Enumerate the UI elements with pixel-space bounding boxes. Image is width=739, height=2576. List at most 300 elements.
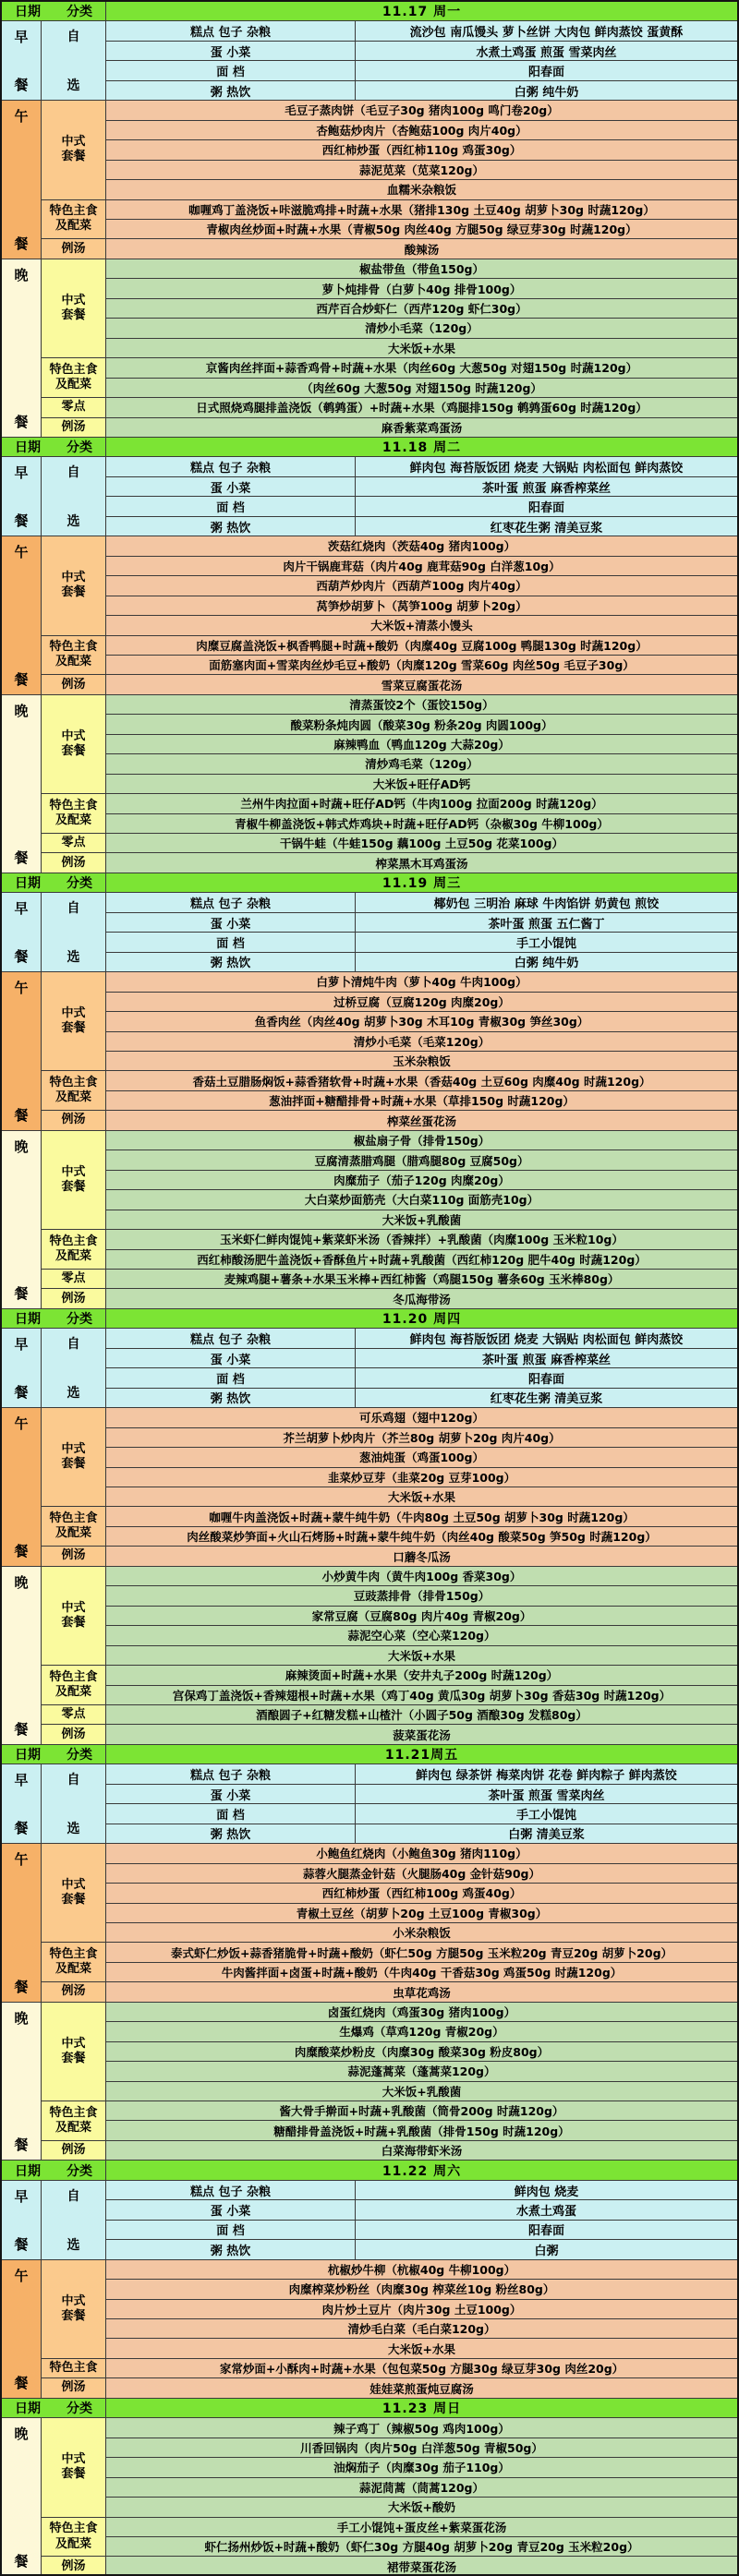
menu-item-cell: 酸菜粉条炖肉圆（酸菜30g 粉条20g 肉圆100g） (106, 715, 737, 734)
menu-item-cell: 大米饭+水果 (106, 339, 737, 358)
select-label-top: 自 (67, 1337, 80, 1353)
section-label-line: 例汤 (61, 1113, 86, 1127)
breakfast-row (106, 1349, 737, 1368)
section-label-cell (42, 1111, 106, 1130)
section-label-line: 套餐 (61, 1021, 86, 1036)
menu-section (42, 1289, 737, 1308)
section-label-line: 例汤 (61, 2380, 86, 2395)
section-label-line: 例汤 (61, 1984, 86, 1999)
breakfast-row (106, 61, 737, 80)
section-rows (106, 418, 737, 438)
menu-item-cell: 鱼香肉丝（肉丝40g 胡萝卜30g 木耳10g 青椒30g 笋丝30g） (106, 1012, 737, 1031)
select-label-bottom: 选 (67, 1386, 80, 1402)
menu-item-cell: 日式照烧鸡腿排盖浇饭（鹌鹑蛋）+时蔬+水果（鸡腿排150g 鹌鹑蛋60g 时蔬120g） (106, 398, 737, 417)
lunch-label-cell (2, 1844, 42, 2003)
section-rows (106, 1111, 737, 1130)
category-column-label: 分类 (67, 440, 92, 456)
breakfast-row (106, 2221, 737, 2240)
breakfast-category-cell: 面 档 (106, 1368, 356, 1388)
section-rows (106, 2003, 737, 2101)
meal-label-top: 早 (14, 900, 29, 918)
menu-item-cell: 毛豆子蒸肉饼（毛豆子30g 猪肉100g 鸣门卷20g） (106, 101, 737, 120)
section-label-line: 例汤 (61, 1548, 86, 1563)
breakfast-rows (106, 1764, 737, 1844)
menu-item-cell: 裙带菜蛋花汤 (106, 2557, 737, 2576)
lunch-block (2, 1408, 737, 1567)
section-label-cell (42, 101, 106, 199)
menu-section (42, 1705, 737, 1725)
section-label-cell (42, 1289, 106, 1308)
section-rows (106, 1131, 737, 1230)
breakfast-block (2, 457, 737, 536)
menu-section (42, 2003, 737, 2101)
select-label-top: 自 (67, 901, 80, 917)
breakfast-row (106, 497, 737, 516)
section-label-line: 套餐 (61, 1615, 86, 1630)
section-label-line: 零点 (61, 400, 86, 415)
meal-label-top: 午 (14, 544, 29, 561)
section-label-line: 零点 (61, 1707, 86, 1722)
section-label-cell (42, 2518, 106, 2558)
breakfast-category-cell: 蛋 小菜 (106, 42, 356, 61)
menu-item-cell: 手工小馄饨+蛋皮丝+紫菜蛋花汤 (106, 2518, 737, 2537)
section-label-line: 套餐 (61, 585, 86, 600)
menu-item-cell: 榨菜丝蛋花汤 (106, 1111, 737, 1130)
section-label-line: 及配菜 (55, 1090, 91, 1105)
meal-label-bottom: 餐 (14, 2137, 29, 2154)
menu-section (42, 1725, 737, 1744)
breakfast-row (106, 517, 737, 536)
date-column-label: 日期 (15, 2401, 41, 2417)
breakfast-items-cell: 白粥 纯牛奶 (356, 81, 737, 101)
menu-item-cell: 蒜泥茼蒿（茼蒿120g） (106, 2478, 737, 2498)
meal-label-bottom: 餐 (14, 1978, 29, 1995)
category-column-label: 分类 (67, 1312, 92, 1328)
lunch-block (2, 536, 737, 695)
section-label-line: 中式 (61, 1878, 86, 1893)
menu-item-cell: 血糯米杂粮饭 (106, 180, 737, 199)
section-label-line: 特色主食 (49, 1947, 98, 1962)
menu-item-cell: 大白菜炒面筋壳（大白菜110g 面筋壳10g） (106, 1190, 737, 1210)
day-header-row (2, 2161, 737, 2180)
menu-section (42, 1567, 737, 1666)
meal-label-top: 早 (14, 464, 29, 482)
section-label-line: 套餐 (61, 2051, 86, 2065)
meal-sections (42, 1408, 737, 1567)
menu-section (42, 358, 737, 398)
section-rows (106, 2101, 737, 2141)
breakfast-category-cell: 粥 热饮 (106, 1824, 356, 1844)
dinner-label-cell (2, 2418, 42, 2576)
dinner-label-cell (2, 259, 42, 438)
breakfast-row (106, 457, 737, 476)
breakfast-items-cell: 鲜肉包 海苔版饭团 烧麦 大锅贴 肉松面包 鲜肉蒸饺 (356, 1329, 737, 1348)
meal-label-bottom: 餐 (14, 849, 29, 866)
dinner-block (2, 2418, 737, 2576)
menu-item-cell: 茨菇红烧肉（茨菇40g 猪肉100g） (106, 536, 737, 556)
breakfast-row (106, 933, 737, 952)
breakfast-row (106, 477, 737, 497)
date-cell: 11.23 周日 (106, 2399, 737, 2418)
section-label-cell (42, 794, 106, 834)
select-label-top: 自 (67, 1773, 80, 1788)
breakfast-category-cell: 面 档 (106, 933, 356, 952)
section-label-line: 套餐 (61, 150, 86, 164)
meal-label-bottom: 餐 (14, 1720, 29, 1738)
dinner-block (2, 259, 737, 438)
corner-cell (2, 1309, 106, 1329)
menu-item-cell: 大米饭+旺仔AD钙 (106, 775, 737, 794)
menu-item-cell: 清炒小毛菜（120g） (106, 319, 737, 338)
section-rows (106, 1507, 737, 1547)
section-label-line: 特色主食 (49, 2105, 98, 2120)
section-rows (106, 1943, 737, 1982)
self-select-label-cell (42, 21, 106, 101)
menu-item-cell: 莴笋炒胡萝卜（莴笋100g 胡萝卜20g） (106, 596, 737, 616)
breakfast-items-cell: 手工小馄饨 (356, 1804, 737, 1824)
breakfast-items-cell: 阳春面 (356, 1368, 737, 1388)
menu-section (42, 1844, 737, 1943)
breakfast-row (106, 1329, 737, 1348)
breakfast-row (106, 81, 737, 101)
select-label-bottom: 选 (67, 2237, 80, 2253)
breakfast-row (106, 893, 737, 912)
menu-item-cell: 大米饭+清蒸小馒头 (106, 616, 737, 635)
menu-item-cell: 白萝卜清炖牛肉（萝卜40g 牛肉100g） (106, 972, 737, 992)
breakfast-category-cell: 面 档 (106, 2221, 356, 2240)
section-label-line: 及配菜 (55, 378, 91, 392)
section-label-cell (42, 1131, 106, 1230)
breakfast-category-cell: 粥 热饮 (106, 953, 356, 972)
breakfast-category-cell: 粥 热饮 (106, 81, 356, 101)
menu-item-cell: 麦辣鸡腿+薯条+水果玉米棒+西红柿酱（鸡腿150g 薯条60g 玉米棒80g） (106, 1270, 737, 1289)
lunch-block (2, 2260, 737, 2399)
lunch-label-cell (2, 972, 42, 1131)
meal-label-bottom: 餐 (14, 1284, 29, 1302)
breakfast-label-cell (2, 893, 42, 972)
date-cell: 11.22 周六 (106, 2161, 737, 2180)
corner-cell (2, 2161, 106, 2180)
section-label-cell (42, 2418, 106, 2517)
section-rows (106, 636, 737, 676)
menu-section (42, 200, 737, 240)
menu-item-cell: 大米饭+乳酸菌 (106, 1210, 737, 1230)
select-label-bottom: 选 (67, 1822, 80, 1837)
section-rows (106, 2141, 737, 2161)
menu-section (42, 1943, 737, 1982)
section-label-cell (42, 1705, 106, 1725)
breakfast-items-cell: 水煮土鸡蛋 煎蛋 雪菜肉丝 (356, 42, 737, 61)
section-rows (106, 1408, 737, 1507)
section-label-line: 例汤 (61, 2558, 86, 2573)
menu-item-cell: 辣子鸡丁（辣椒50g 鸡肉100g） (106, 2418, 737, 2438)
menu-item-cell: 韭菜炒豆芽（韭菜20g 豆芽100g） (106, 1468, 737, 1487)
menu-item-cell: 玉米杂粮饭 (106, 1052, 737, 1071)
section-rows (106, 2518, 737, 2558)
menu-section (42, 418, 737, 438)
breakfast-row (106, 1368, 737, 1388)
meal-label-bottom: 餐 (14, 1106, 29, 1124)
meal-label-top: 早 (14, 1772, 29, 1789)
menu-item-cell: 豆豉蒸排骨（排骨150g） (106, 1586, 737, 1606)
section-rows (106, 398, 737, 417)
day-header-row (2, 438, 737, 457)
lunch-block (2, 972, 737, 1131)
menu-item-cell: 大米饭+酸奶 (106, 2498, 737, 2517)
breakfast-label-cell (2, 1764, 42, 1844)
breakfast-rows (106, 893, 737, 972)
section-label-line: 零点 (61, 836, 86, 850)
menu-item-cell: 川香回锅肉（肉片50g 白洋葱50g 青椒50g） (106, 2438, 737, 2458)
breakfast-category-cell: 蛋 小菜 (106, 1349, 356, 1368)
menu-item-cell: 肉糜榨菜炒粉丝（肉糜30g 榨菜丝10g 粉丝80g） (106, 2280, 737, 2299)
menu-item-cell: 酒酿圆子+红糖发糕+山楂汁（小圆子50g 酒酿30g 发糕80g） (106, 1705, 737, 1725)
meal-label-bottom: 餐 (14, 948, 29, 966)
section-label-cell (42, 1943, 106, 1982)
date-column-label: 日期 (15, 876, 41, 892)
meal-label-bottom: 餐 (14, 235, 29, 252)
section-label-line: 套餐 (61, 2467, 86, 2482)
menu-item-cell: 清炒毛白菜（毛白菜120g） (106, 2319, 737, 2339)
section-label-line: 特色主食 (49, 1511, 98, 1526)
breakfast-block (2, 1764, 737, 1844)
section-label-line: 特色主食 (49, 640, 98, 655)
breakfast-row (106, 1764, 737, 1784)
section-rows (106, 358, 737, 398)
meal-label-bottom: 餐 (14, 77, 29, 94)
day-header-row (2, 2399, 737, 2418)
section-label-line: 特色主食 (49, 1076, 98, 1090)
breakfast-row (106, 2200, 737, 2220)
breakfast-items-cell: 鲜肉包 海苔版饭团 烧麦 大锅贴 肉松面包 鲜肉蒸饺 (356, 457, 737, 476)
breakfast-items-cell: 椰奶包 三明治 麻球 牛肉馅饼 奶黄包 煎饺 (356, 893, 737, 912)
menu-item-cell: 大米饭+水果 (106, 1487, 737, 1507)
meal-sections (42, 972, 737, 1131)
section-label-cell (42, 2557, 106, 2576)
section-rows (106, 1982, 737, 2002)
meal-label-top: 晚 (14, 702, 29, 719)
menu-item-cell: 肉糜茄子（茄子120g 肉糜20g） (106, 1171, 737, 1190)
section-rows (106, 1270, 737, 1289)
meal-label-bottom: 餐 (14, 413, 29, 430)
section-label-cell (42, 1666, 106, 1705)
dinner-label-cell (2, 2003, 42, 2161)
section-label-cell (42, 1725, 106, 1744)
section-label-cell (42, 1408, 106, 1507)
menu-item-cell: 面筋塞肉面+雪菜肉丝炒毛豆+酸奶（肉糜120g 雪菜60g 肉丝50g 毛豆子30g） (106, 656, 737, 675)
menu-item-cell: 酸辣汤 (106, 239, 737, 259)
breakfast-items-cell: 白粥 (356, 2240, 737, 2259)
menu-section (42, 398, 737, 417)
lunch-label-cell (2, 2260, 42, 2399)
menu-item-cell: 家常炒面+小酥肉+时蔬+水果（包包菜50g 方腿30g 绿豆芽30g 肉丝20g） (106, 2359, 737, 2378)
section-label-line: 套餐 (61, 1179, 86, 1194)
self-select-label-cell (42, 1329, 106, 1408)
menu-item-cell: 宫保鸡丁盖浇饭+香辣翅根+时蔬+水果（鸡丁40g 黄瓜30g 胡萝卜30g 香菇30g 时蔬120g） (106, 1686, 737, 1705)
menu-section (42, 101, 737, 199)
section-label-cell (42, 2260, 106, 2359)
menu-item-cell: 芥兰胡萝卜炒肉片（芥兰80g 胡萝卜20g 肉片40g） (106, 1428, 737, 1448)
breakfast-items-cell: 阳春面 (356, 2221, 737, 2240)
menu-section (42, 1270, 737, 1289)
breakfast-category-cell: 蛋 小菜 (106, 477, 356, 497)
section-label-cell (42, 1507, 106, 1547)
breakfast-row (106, 953, 737, 972)
menu-item-cell: 蒜泥苋菜（苋菜120g） (106, 161, 737, 180)
breakfast-category-cell: 粥 热饮 (106, 2240, 356, 2259)
section-label-line: 及配菜 (55, 2536, 91, 2551)
menu-item-cell: 雪菜豆腐蛋花汤 (106, 675, 737, 694)
menu-item-cell: 西葫芦炒肉片（西葫芦100g 肉片40g） (106, 576, 737, 596)
breakfast-category-cell: 糕点 包子 杂粮 (106, 21, 356, 41)
section-label-cell (42, 695, 106, 794)
menu-item-cell: 小米杂粮饭 (106, 1923, 737, 1943)
date-cell: 11.18 周二 (106, 438, 737, 457)
menu-item-cell: 卤蛋红烧肉（鸡蛋30g 猪肉100g） (106, 2003, 737, 2022)
menu-item-cell: （肉丝60g 大葱50g 对翅150g 时蔬120g） (106, 379, 737, 398)
menu-item-cell: 咖喱鸡丁盖浇饭+咔滋脆鸡排+时蔬+水果（猪排130g 土豆40g 胡萝卜30g 时蔬120g） (106, 200, 737, 220)
meal-label-top: 午 (14, 1851, 29, 1869)
section-label-line: 例汤 (61, 677, 86, 692)
menu-section (42, 2141, 737, 2161)
breakfast-category-cell: 糕点 包子 杂粮 (106, 893, 356, 912)
breakfast-items-cell: 茶叶蛋 煎蛋 麻香榨菜丝 (356, 477, 737, 497)
menu-section (42, 1982, 737, 2002)
menu-section (42, 536, 737, 635)
breakfast-label-cell (2, 2181, 42, 2260)
meal-label-top: 晚 (14, 266, 29, 283)
section-label-line: 例汤 (61, 1291, 86, 1306)
section-label-line: 及配菜 (55, 655, 91, 669)
breakfast-items-cell: 阳春面 (356, 497, 737, 516)
menu-item-cell: 青椒土豆丝（胡萝卜20g 土豆100g 青椒30g） (106, 1904, 737, 1923)
menu-item-cell: 肉糜酸菜炒粉皮（肉糜30g 酸菜30g 粉皮80g） (106, 2042, 737, 2062)
breakfast-items-cell: 水煮土鸡蛋 (356, 2200, 737, 2220)
menu-section (42, 1131, 737, 1230)
meal-sections (42, 2260, 737, 2399)
section-label-cell (42, 853, 106, 873)
breakfast-items-cell: 鲜肉包 绿茶饼 梅菜肉饼 花卷 鲜肉粽子 鲜肉蒸饺 (356, 1764, 737, 1784)
breakfast-block (2, 1329, 737, 1408)
menu-section (42, 1071, 737, 1111)
breakfast-category-cell: 面 档 (106, 1804, 356, 1824)
menu-section (42, 2101, 737, 2141)
menu-item-cell: 肉片干锅鹿茸菇（肉片40g 鹿茸菇90g 白洋葱10g） (106, 557, 737, 576)
meal-label-top: 早 (14, 2187, 29, 2205)
self-select-label-cell (42, 1764, 106, 1844)
menu-item-cell: 葱油拌面+糖醋排骨+时蔬+水果（草排150g 时蔬120g） (106, 1091, 737, 1111)
lunch-block (2, 101, 737, 259)
breakfast-items-cell: 茶叶蛋 煎蛋 五仁酱丁 (356, 913, 737, 933)
select-label-bottom: 选 (67, 950, 80, 966)
breakfast-rows (106, 457, 737, 536)
section-rows (106, 1547, 737, 1566)
breakfast-rows (106, 1329, 737, 1408)
section-label-line: 中式 (61, 293, 86, 307)
menu-section (42, 695, 737, 794)
corner-cell (2, 873, 106, 893)
section-rows (106, 1705, 737, 1725)
dinner-block (2, 1131, 737, 1309)
section-rows (106, 675, 737, 694)
breakfast-category-cell: 粥 热饮 (106, 517, 356, 536)
date-cell: 11.19 周三 (106, 873, 737, 893)
section-label-cell (42, 1844, 106, 1943)
section-label-line: 特色主食 (49, 2361, 98, 2376)
breakfast-block (2, 21, 737, 101)
section-label-line: 中式 (61, 1006, 86, 1021)
menu-section (42, 1547, 737, 1566)
meal-label-top: 早 (14, 1336, 29, 1354)
menu-item-cell: 清炒小毛菜（毛菜120g） (106, 1032, 737, 1052)
menu-item-cell: 麻香紫菜鸡蛋汤 (106, 418, 737, 438)
section-label-line: 中式 (61, 571, 86, 585)
section-label-cell (42, 1230, 106, 1270)
breakfast-items-cell: 红枣花生粥 清美豆浆 (356, 517, 737, 536)
section-label-line: 特色主食 (49, 362, 98, 377)
breakfast-category-cell: 粥 热饮 (106, 1389, 356, 1408)
meal-label-bottom: 餐 (14, 2552, 29, 2570)
menu-item-cell: 榨菜黑木耳鸡蛋汤 (106, 853, 737, 873)
breakfast-label-cell (2, 1329, 42, 1408)
lunch-label-cell (2, 1408, 42, 1567)
category-column-label: 分类 (67, 2401, 92, 2417)
section-label-line: 中式 (61, 728, 86, 743)
section-label-line: 及配菜 (55, 1526, 91, 1541)
menu-section (42, 636, 737, 676)
date-column-label: 日期 (15, 5, 41, 20)
section-label-line: 套餐 (61, 743, 86, 758)
corner-cell (2, 2399, 106, 2418)
section-label-line: 套餐 (61, 1893, 86, 1908)
select-label-top: 自 (67, 465, 80, 481)
section-rows (106, 853, 737, 873)
breakfast-items-cell: 白粥 清美豆浆 (356, 1824, 737, 1844)
date-column-label: 日期 (15, 1312, 41, 1328)
meal-label-top: 午 (14, 108, 29, 126)
menu-item-cell: 生爆鸡（草鸡120g 青椒20g） (106, 2022, 737, 2041)
meal-label-bottom: 餐 (14, 1542, 29, 1559)
section-label-cell (42, 1071, 106, 1111)
section-label-line: 例汤 (61, 241, 86, 256)
select-label-bottom: 选 (67, 514, 80, 530)
section-label-cell (42, 2101, 106, 2141)
section-label-cell (42, 418, 106, 438)
menu-section (42, 239, 737, 259)
section-rows (106, 2557, 737, 2576)
menu-item-cell: 菠菜蛋花汤 (106, 1725, 737, 1744)
section-rows (106, 2260, 737, 2359)
section-label-cell (42, 2378, 106, 2398)
section-label-line: 特色主食 (49, 2522, 98, 2536)
section-label-cell (42, 675, 106, 694)
menu-section (42, 853, 737, 873)
meal-sections (42, 259, 737, 438)
menu-item-cell: 大米饭+水果 (106, 2339, 737, 2358)
meal-label-top: 晚 (14, 2426, 29, 2443)
meal-label-bottom: 餐 (14, 2374, 29, 2391)
section-label-line: 套餐 (61, 308, 86, 323)
day-header-row (2, 1309, 737, 1329)
menu-item-cell: 葱油炖蛋（鸡蛋100g） (106, 1448, 737, 1467)
menu-item-cell: 可乐鸡翅（翅中120g） (106, 1408, 737, 1427)
menu-item-cell: 冬瓜海带汤 (106, 1289, 737, 1308)
section-label-line: 例汤 (61, 2143, 86, 2158)
section-label-cell (42, 1567, 106, 1666)
menu-item-cell: 兰州牛肉拉面+时蔬+旺仔AD钙（牛肉100g 拉面200g 时蔬120g） (106, 794, 737, 813)
section-label-line: 及配菜 (55, 1685, 91, 1700)
date-cell: 11.17 周一 (106, 2, 737, 21)
